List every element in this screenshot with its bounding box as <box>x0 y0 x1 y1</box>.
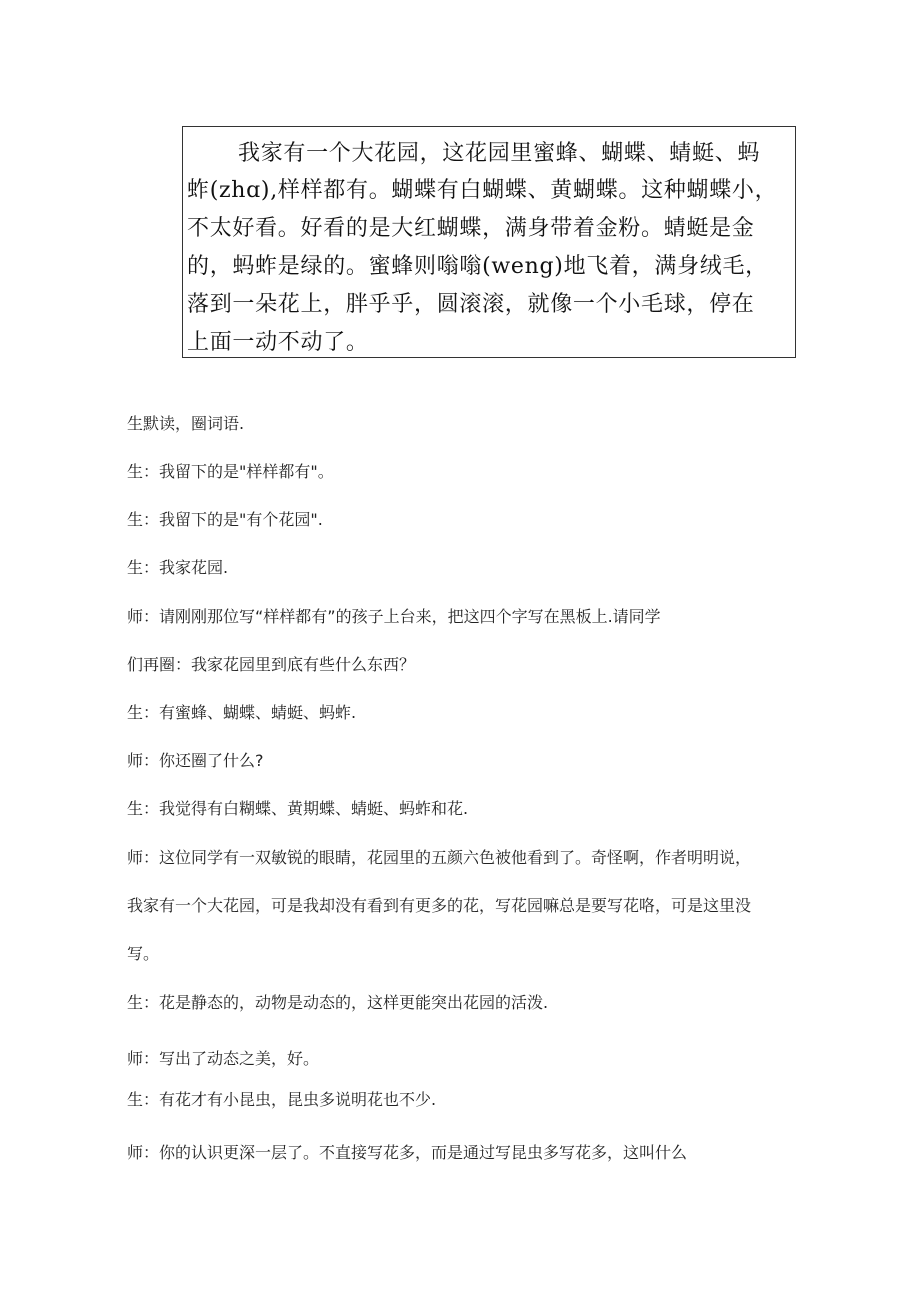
dialog-line: 生：我留下的是"样样都有"。 <box>127 462 334 481</box>
passage-line: 上面一动不动了。 <box>187 330 369 355</box>
dialog-line: 写。 <box>127 944 160 963</box>
dialog-line: 生：我留下的是"有个花园". <box>127 510 323 529</box>
dialog-line: 生：花是静态的，动物是动态的，这样更能突出花园的活泼. <box>127 993 549 1012</box>
dialog-line: 师：这位同学有一双敏锐的眼睛，花园里的五颜六色被他看到了。奇怪啊，作者明明说， <box>127 848 752 867</box>
passage-line: 蚱(zhɑ),样样都有。蝴蝶有白蝴蝶、黄蝴蝶。这种蝴蝶小， <box>187 178 778 203</box>
dialog-line: 生：我家花园. <box>127 558 229 577</box>
dialog-line: 生默读，圈词语. <box>127 414 245 433</box>
dialog-line: 师：写出了动态之美，好。 <box>127 1049 320 1068</box>
dialog-line: 师：你还圈了什么? <box>127 751 264 770</box>
dialog-line: 生：有花才有小昆虫，昆虫多说明花也不少. <box>127 1090 437 1109</box>
dialog-line: 师：你的认识更深一层了。不直接写花多，而是通过写昆虫多写花多，这叫什么 <box>127 1143 688 1162</box>
passage-line: 落到一朵花上，胖乎乎，圆滚滚，就像一个小毛球，停在 <box>187 292 755 317</box>
passage-box <box>182 126 796 358</box>
dialog-line: 师：请刚刚那位写“样样都有”的孩子上台来，把这四个字写在黑板上.请同学 <box>127 607 661 626</box>
dialog-line: 生：有蜜蜂、蝴蝶、蜻蜓、蚂蚱. <box>127 703 357 722</box>
dialog-line: 我家有一个大花园，可是我却没有看到有更多的花，写花园嘛总是要写花咯，可是这里没 <box>127 896 752 915</box>
passage-line: 的，蚂蚱是绿的。蜜蜂则嗡嗡(weng)地飞着，满身绒毛， <box>187 254 768 279</box>
passage-line: 不太好看。好看的是大红蝴蝶，满身带着金粉。蜻蜓是金 <box>187 216 755 241</box>
passage-line: 我家有一个大花园，这花园里蜜蜂、蝴蝶、蜻蜓、蚂 <box>238 141 761 166</box>
dialog-line: 们再圈：我家花园里到底有些什么东西？ <box>127 655 416 674</box>
dialog-line: 生：我觉得有白糊蝶、黄期蝶、蜻蜓、蚂蚱和花. <box>127 799 469 818</box>
